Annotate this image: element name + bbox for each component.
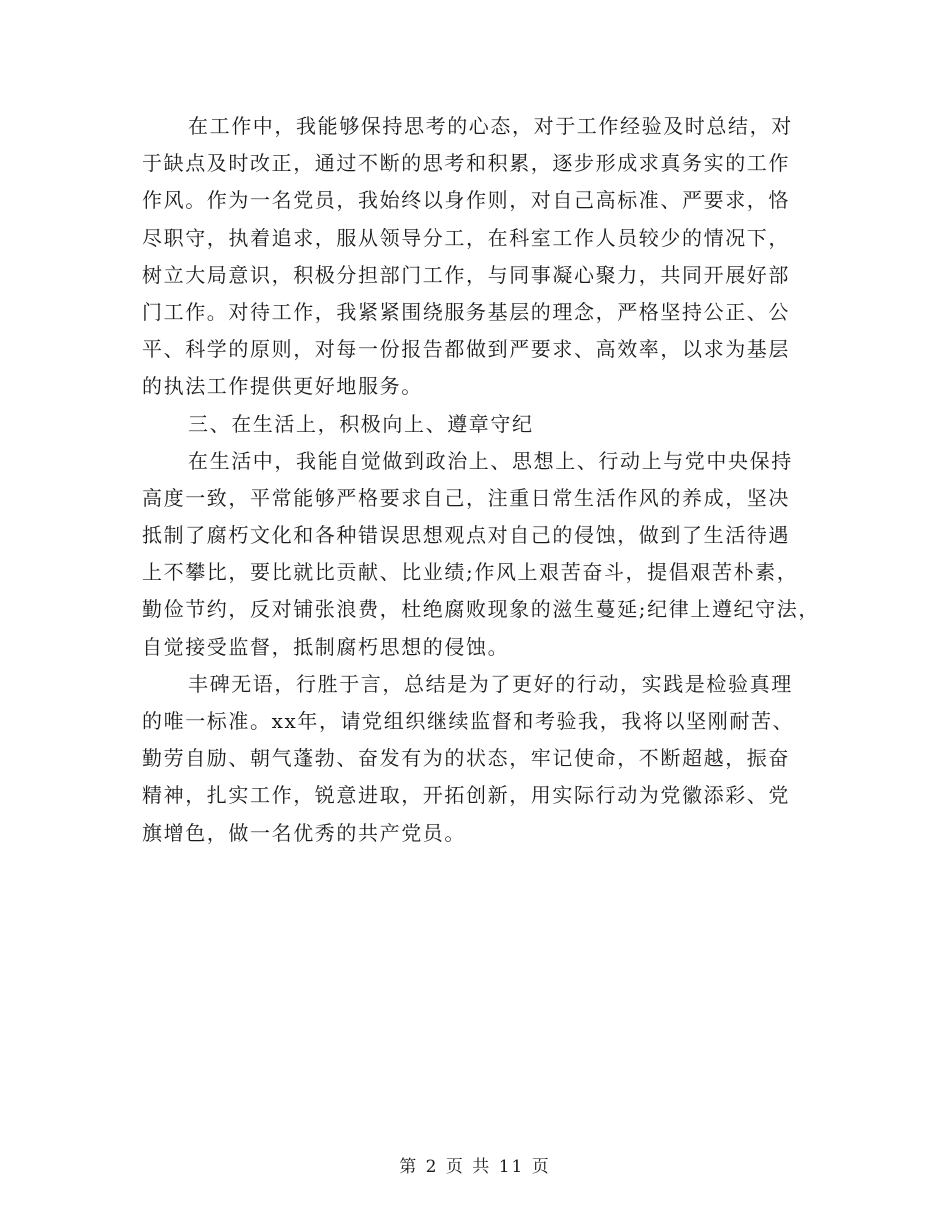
text-line: 的唯一标准。xx年，请党组织继续监督和考验我，我将以坚刚耐苦、 <box>142 709 795 733</box>
text-line: 丰碑无语，行胜于言，总结是为了更好的行动，实践是检验真理 <box>188 671 793 696</box>
text-line: 高度一致，平常能够严格要求自己，注重日常生活作风的养成，坚决 <box>142 485 790 510</box>
text-line: 勤劳自励、朝气蓬勃、奋发有为的状态，牢记使命，不断超越，振奋 <box>142 746 790 771</box>
text-line: 于缺点及时改正，通过不断的思考和积累，逐步形成求真务实的工作 <box>142 151 790 176</box>
text-line: 平、科学的原则，对每一份报告都做到严要求、高效率，以求为基层 <box>142 337 790 362</box>
text-line: 精神，扎实工作，锐意进取，开拓创新，用实际行动为党徽添彩、党 <box>142 783 790 808</box>
page-number: 第 2 页 共 11 页 <box>399 1157 551 1177</box>
text-line: 勤俭节约，反对铺张浪费，杜绝腐败现象的滋生蔓延;纪律上遵纪守法， <box>142 597 820 622</box>
document-body <box>142 108 820 852</box>
text-line: 树立大局意识，积极分担部门工作，与同事凝心聚力，共同开展好部 <box>142 262 790 287</box>
text-line: 的执法工作提供更好地服务。 <box>142 374 423 399</box>
text-line: 尽职守，执着追求，服从领导分工，在科室工作人员较少的情况下， <box>142 225 790 250</box>
text-line: 旗增色，做一名优秀的共产党员。 <box>142 820 466 845</box>
text-line: 在生活中，我能自觉做到政治上、思想上、行动上与党中央保持 <box>188 448 793 473</box>
text-line: 门工作。对待工作，我紧紧围绕服务基层的理念，严格坚持公正、公 <box>142 299 790 324</box>
text-line: 自觉接受监督，抵制腐朽思想的侵蚀。 <box>142 634 510 659</box>
text-line: 上不攀比，要比就比贡献、比业绩;作风上艰苦奋斗，提倡艰苦朴素， <box>142 560 799 585</box>
text-line: 抵制了腐朽文化和各种错误思想观点对自己的侵蚀，做到了生活待遇 <box>142 523 790 548</box>
text-line: 在工作中，我能够保持思考的心态，对于工作经验及时总结，对 <box>188 114 793 138</box>
text-line: 作风。作为一名党员，我始终以身作则，对自己高标准、严要求，恪 <box>142 188 790 213</box>
section-heading: 三、在生活上，积极向上、遵章守纪 <box>188 411 534 436</box>
